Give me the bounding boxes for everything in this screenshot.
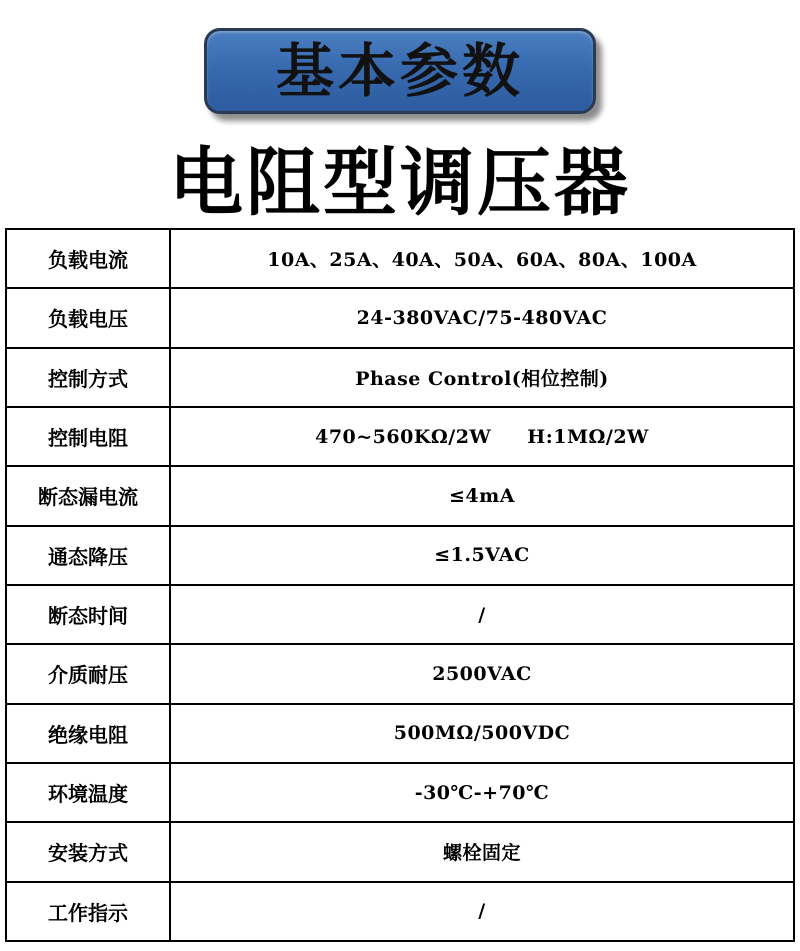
row-label: 负载电压 (6, 288, 170, 347)
row-label: 断态时间 (6, 585, 170, 644)
row-label: 绝缘电阻 (6, 704, 170, 763)
row-label: 控制方式 (6, 348, 170, 407)
row-label: 断态漏电流 (6, 466, 170, 525)
row-label: 介质耐压 (6, 644, 170, 703)
table-row (6, 585, 794, 644)
row-value: 500MΩ/500VDC (170, 704, 794, 763)
table-row (6, 882, 794, 941)
row-label: 工作指示 (6, 882, 170, 941)
row-value: 螺栓固定 (170, 822, 794, 881)
row-value-part: 470~560KΩ/2W (315, 425, 492, 448)
table-row (6, 407, 794, 466)
row-value: -30℃-+70℃ (170, 763, 794, 822)
table-row (6, 348, 794, 407)
row-value: / (170, 882, 794, 941)
row-value: / (170, 585, 794, 644)
row-label: 控制电阻 (6, 407, 170, 466)
row-label: 环境温度 (6, 763, 170, 822)
table-row (6, 288, 794, 347)
table-row (6, 229, 794, 288)
banner-title: 基本参数 (275, 37, 524, 105)
row-value: Phase Control(相位控制) (170, 348, 794, 407)
spec-table (5, 228, 795, 942)
table-row (6, 644, 794, 703)
table-row (6, 526, 794, 585)
table-row (6, 466, 794, 525)
row-value: 10A、25A、40A、50A、60A、80A、100A (170, 229, 794, 288)
row-label: 安装方式 (6, 822, 170, 881)
table-row (6, 704, 794, 763)
table-row (6, 822, 794, 881)
row-label: 负载电流 (6, 229, 170, 288)
row-label: 通态降压 (6, 526, 170, 585)
section-banner (204, 28, 596, 114)
row-value: ≤4mA (170, 466, 794, 525)
table-row (6, 763, 794, 822)
row-value (170, 407, 794, 466)
row-value: 2500VAC (170, 644, 794, 703)
row-value: 24-380VAC/75-480VAC (170, 288, 794, 347)
row-value-part: H:1MΩ/2W (527, 425, 649, 448)
product-title: 电阻型调压器 (169, 140, 631, 226)
row-value: ≤1.5VAC (170, 526, 794, 585)
